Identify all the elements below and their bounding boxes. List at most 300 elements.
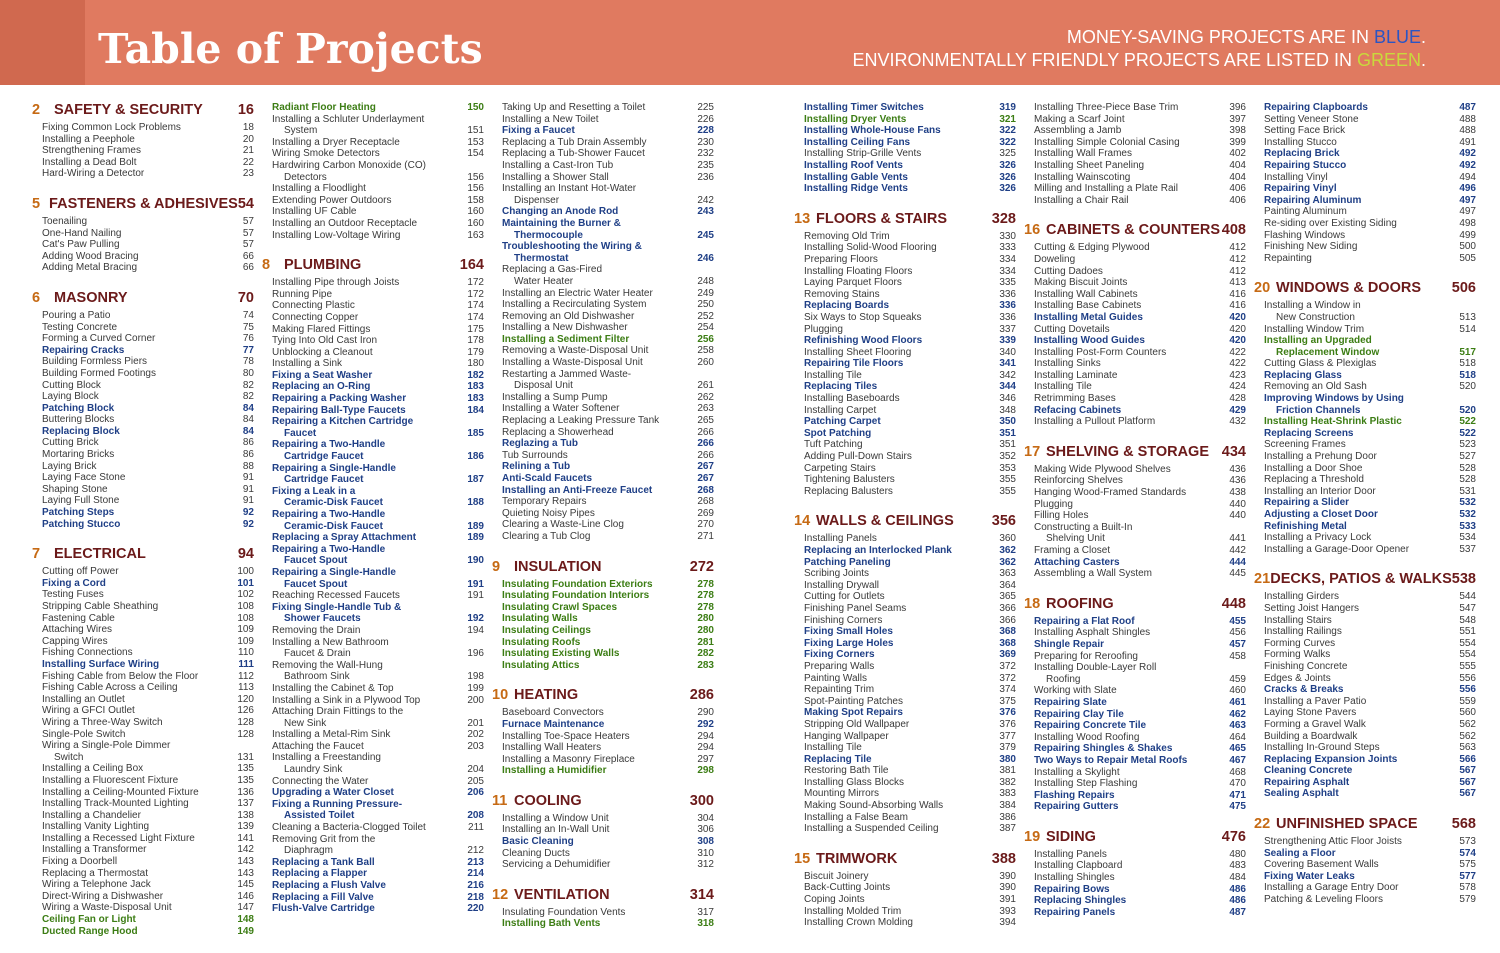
entry-page-number: 554 [1459, 649, 1476, 661]
entry-page-number: 368 [999, 637, 1016, 649]
entry-title: Laying Parquet Floors [804, 277, 902, 289]
entry-title: Preparing for Reroofing [1034, 650, 1138, 662]
entry-title: Cutting Dadoes [1034, 265, 1103, 277]
toc-entry [1254, 603, 1476, 615]
toc-section [32, 546, 254, 937]
entry-title: Mortaring Bricks [42, 449, 115, 461]
toc-entry [1024, 651, 1246, 663]
section-title: HEATING [514, 687, 579, 704]
entry-page-number: 544 [1459, 591, 1476, 603]
toc-section [794, 102, 1016, 195]
entry-title: Building Formless Piers [42, 356, 148, 368]
entry-page-number: 528 [1459, 474, 1476, 486]
toc-entry [794, 707, 1016, 719]
toc-entry [794, 533, 1016, 545]
section-heading [492, 887, 714, 907]
toc-entry [492, 519, 714, 531]
entry-page-number: 322 [999, 136, 1016, 148]
section-page-number: 272 [689, 558, 714, 575]
entry-title: Dispenser [514, 194, 560, 206]
toc-entry [794, 812, 1016, 824]
entry-title: Cleaning Concrete [1264, 765, 1353, 777]
section-number: 6 [32, 289, 41, 306]
entry-page-number: 281 [697, 636, 714, 648]
entry-title: Assembling a Wall System [1034, 568, 1152, 580]
entry-page-number: 341 [999, 358, 1016, 370]
entry-title: Removing Old Trim [804, 230, 890, 242]
entry-page-number: 88 [242, 460, 254, 472]
entry-page-number: 297 [697, 753, 714, 765]
entry-title: Installing a Recessed Light Fixture [42, 832, 195, 844]
entry-title: Installing Pipe through Joists [272, 277, 400, 289]
section-title: FLOORS & STAIRS [816, 210, 948, 227]
toc-entry [262, 381, 484, 393]
entry-page-number: 174 [467, 300, 484, 312]
entry-page-number: 262 [697, 391, 714, 403]
toc-entry [262, 405, 484, 417]
toc-entry [1024, 709, 1246, 721]
section-page-number: 300 [689, 792, 714, 809]
entry-title: Replacing a Flush Valve [272, 880, 386, 891]
entry-page-number: 375 [999, 695, 1016, 707]
entry-page-number: 282 [697, 648, 714, 660]
section-page-number: 314 [689, 886, 714, 903]
toc-entry [1024, 148, 1246, 160]
toc-section [794, 211, 1016, 498]
entry-page-number: 216 [467, 880, 484, 891]
entry-page-number: 492 [1459, 159, 1476, 171]
entry-title: Connecting Copper [272, 311, 359, 323]
entry-title: Maintaining the Burner & [502, 217, 621, 229]
toc-entry [32, 310, 254, 322]
entry-title: Ducted Range Hood [42, 925, 138, 937]
entry-page-number: 362 [999, 545, 1016, 556]
toc-entry [262, 683, 484, 695]
entry-title: Installing Solid-Wood Flooring [804, 242, 937, 254]
toc-entry [32, 472, 254, 484]
entry-page-number: 211 [468, 822, 484, 834]
color-legend-note [853, 26, 1426, 72]
toc-entry [1024, 405, 1246, 417]
entry-page-number: 84 [242, 414, 254, 426]
section-number: 17 [1024, 443, 1041, 460]
toc-entry [1254, 661, 1476, 673]
section-number: 15 [794, 850, 811, 867]
toc-entry [32, 694, 254, 706]
entry-page-number: 459 [1229, 673, 1246, 685]
toc-entry [32, 589, 254, 601]
entry-title: Installing a Garage-Door Opener [1264, 543, 1410, 555]
entry-title: Repairing a Kitchen Cartridge [272, 416, 414, 428]
toc-entry [492, 345, 714, 357]
toc-entry [492, 172, 714, 184]
toc-section [1024, 444, 1246, 580]
entry-page-number: 390 [999, 870, 1016, 882]
toc-entry [32, 647, 254, 659]
entry-title: Sealing Asphalt [1264, 788, 1339, 800]
entry-title: Clearing a Waste-Line Clog [502, 519, 624, 531]
entry-title: Repairing a Flat Roof [1034, 615, 1135, 627]
entry-title: Making Flared Fittings [272, 323, 371, 335]
entry-title: Replacing a Flapper [272, 868, 368, 880]
toc-entry [262, 567, 484, 579]
toc-entry [262, 637, 484, 649]
toc-section [492, 102, 714, 543]
entry-page-number: 269 [697, 507, 714, 519]
toc-entry [1254, 521, 1476, 533]
entry-title: Bathroom Sink [284, 671, 350, 683]
entry-title: Installing a Ceiling-Mounted Fixture [42, 786, 199, 798]
entry-page-number: 340 [999, 346, 1016, 358]
entry-title: Replacing Boards [804, 300, 890, 312]
toc-section [1024, 829, 1246, 919]
entry-title: Carpeting Stairs [804, 462, 876, 474]
entry-page-number: 406 [1229, 183, 1246, 195]
toc-entry [1024, 767, 1246, 779]
entry-page-number: 380 [999, 753, 1016, 765]
entry-page-number: 326 [999, 171, 1016, 183]
entry-page-number: 110 [238, 647, 254, 659]
entry-title: Diaphragm [284, 845, 333, 857]
entry-page-number: 575 [1459, 859, 1476, 871]
entry-title: Installing Carpet [804, 404, 877, 416]
entry-page-number: 226 [697, 113, 714, 125]
toc-entry [1024, 778, 1246, 790]
toc-entry [1254, 486, 1476, 498]
entry-title: Installing Baseboards [804, 393, 900, 405]
section-heading [1024, 444, 1246, 464]
section-page-number: 568 [1451, 816, 1476, 833]
entry-title: Installing a Door Shoe [1264, 462, 1363, 474]
toc-entry [1024, 662, 1246, 674]
entry-page-number: 365 [999, 591, 1016, 603]
section-heading [32, 290, 254, 310]
toc-entry [492, 392, 714, 404]
entry-page-number: 174 [467, 311, 484, 323]
entry-title: Servicing a Dehumidifier [502, 859, 611, 871]
entry-title: Installing Laminate [1034, 369, 1118, 381]
toc-entry [1254, 532, 1476, 544]
entry-title: Ceramic-Disk Faucet [284, 497, 383, 509]
toc-entry [1024, 743, 1246, 755]
toc-entry [32, 659, 254, 671]
entry-title: Spot Patching [804, 427, 872, 439]
entry-page-number: 270 [697, 519, 714, 531]
toc-entry [1254, 777, 1476, 789]
entry-page-number: 445 [1229, 568, 1246, 580]
toc-section [262, 257, 484, 915]
entry-page-number: 150 [467, 102, 484, 113]
entry-page-number: 172 [467, 277, 484, 289]
entry-title: New Sink [284, 717, 327, 729]
entry-title: Installing a Dead Bolt [42, 156, 137, 168]
entry-page-number: 342 [999, 369, 1016, 381]
entry-page-number: 532 [1459, 497, 1476, 509]
entry-title: Repairing Cracks [42, 344, 125, 356]
entry-page-number: 294 [697, 742, 714, 754]
toc-entry [1254, 463, 1476, 475]
entry-page-number: 470 [1229, 778, 1246, 790]
toc-entry [492, 403, 714, 415]
section-number: 9 [492, 558, 501, 575]
entry-page-number: 381 [999, 765, 1016, 777]
entry-page-number: 290 [697, 707, 714, 719]
toc-section [1254, 816, 1476, 906]
toc-entry [1024, 533, 1246, 545]
section-page-number: 286 [689, 687, 714, 704]
entry-title: Installing Toe-Space Heaters [502, 730, 630, 742]
entry-title: Framing a Closet [1034, 545, 1111, 556]
entry-title: Replacing a Showerhead [502, 426, 614, 438]
toc-entry [492, 648, 714, 660]
entry-page-number: 175 [467, 323, 484, 335]
entry-title: Installing a Peephole [42, 133, 135, 145]
toc-section [1254, 280, 1476, 555]
entry-title: Faucet Spout [284, 555, 348, 567]
entry-page-number: 468 [1229, 766, 1246, 778]
section-title: WINDOWS & DOORS [1276, 280, 1421, 297]
entry-page-number: 271 [697, 530, 714, 542]
entry-page-number: 21 [242, 145, 254, 157]
legend-keyword-green: GREEN [1356, 50, 1421, 70]
toc-entry [492, 311, 714, 323]
entry-page-number: 574 [1459, 847, 1476, 859]
section-title: SAFETY & SECURITY [54, 102, 203, 118]
toc-entry [794, 300, 1016, 312]
legend-line-green [853, 49, 1426, 72]
entry-page-number: 278 [697, 590, 714, 602]
toc-entry [492, 264, 714, 276]
entry-page-number: 440 [1229, 510, 1246, 522]
entry-title: Removing the Drain [272, 624, 361, 636]
entry-title: Temporary Repairs [502, 496, 587, 508]
toc-entry [794, 266, 1016, 278]
entry-title: Cartridge Faucet [284, 474, 364, 486]
entry-title: Repairing Aluminum [1264, 194, 1362, 206]
section-heading [492, 559, 714, 579]
entry-title: Wiring a Telephone Jack [42, 879, 151, 891]
entry-title: Strengthening Frames [42, 145, 141, 157]
entry-title: Installing Girders [1264, 591, 1340, 603]
entry-page-number: 245 [697, 229, 714, 241]
entry-title: Replacing Tile [804, 753, 872, 765]
entry-title: Removing Stains [804, 288, 880, 300]
toc-entry [262, 114, 484, 126]
entry-page-number: 188 [467, 497, 484, 509]
toc-entry [32, 775, 254, 787]
entry-page-number: 306 [697, 824, 714, 836]
section-page-number: 434 [1221, 443, 1246, 460]
toc-entry [1024, 697, 1246, 709]
entry-title: Installing a Metal-Rim Sink [272, 729, 391, 741]
toc-entry [32, 856, 254, 868]
toc-entry [32, 414, 254, 426]
toc-entry [32, 926, 254, 938]
entry-title: Replacing Balusters [804, 485, 893, 497]
entry-title: Fishing Cable Across a Ceiling [42, 682, 178, 694]
toc-entry [794, 393, 1016, 405]
entry-page-number: 420 [1229, 311, 1246, 323]
toc-entry [262, 148, 484, 160]
entry-title: Finishing Corners [804, 614, 883, 626]
entry-title: Stripping Old Wallpaper [804, 718, 910, 730]
entry-page-number: 200 [467, 694, 484, 706]
entry-page-number: 128 [237, 716, 254, 728]
toc-entry [1024, 755, 1246, 767]
entry-page-number: 326 [999, 183, 1016, 195]
toc-entry [1024, 522, 1246, 534]
section-title: CABINETS & COUNTERS [1046, 222, 1221, 239]
toc-entry [1024, 242, 1246, 254]
toc-entry [1254, 626, 1476, 638]
entry-page-number: 149 [237, 925, 254, 937]
entry-page-number: 235 [697, 159, 714, 171]
toc-entry [1024, 907, 1246, 919]
entry-page-number: 475 [1229, 801, 1246, 813]
toc-entry [32, 495, 254, 507]
toc-entry [492, 206, 714, 218]
entry-title: Installing a Chandelier [42, 809, 141, 821]
entry-title: Fixing Single-Handle Tub & [272, 601, 402, 613]
toc-entry [1024, 720, 1246, 732]
entry-page-number: 108 [237, 601, 254, 612]
entry-page-number: 203 [467, 740, 484, 752]
entry-title: Installing a Masonry Fireplace [502, 753, 635, 765]
toc-entry [492, 415, 714, 427]
entry-title: Shaping Stone [42, 483, 108, 495]
entry-page-number: 146 [237, 890, 254, 902]
toc-entry [492, 369, 714, 381]
entry-title: Insulating Crawl Spaces [502, 601, 618, 613]
toc-entry [262, 206, 484, 218]
toc-entry [262, 463, 484, 475]
entry-title: Installing Glass Blocks [804, 776, 905, 788]
toc-entry [492, 299, 714, 311]
entry-page-number: 82 [242, 391, 254, 403]
entry-title: Cutting off Power [42, 566, 119, 578]
entry-title: Hanging Wood-Framed Standards [1034, 487, 1187, 499]
entry-page-number: 351 [999, 427, 1016, 439]
entry-page-number: 198 [467, 671, 484, 683]
entry-title: Wiring a Single-Pole Dimmer [42, 740, 171, 752]
entry-title: Fixing a Leak in a [272, 485, 356, 497]
toc-section [492, 793, 714, 871]
entry-title: Fixing Corners [804, 649, 875, 661]
entry-title: Fishing Connections [42, 647, 133, 659]
toc-entry [262, 625, 484, 637]
entry-title: Wiring a Waste-Disposal Unit [42, 902, 172, 914]
toc-entry [492, 322, 714, 334]
section-page-number: 164 [459, 257, 484, 274]
entry-title: Cracks & Breaks [1264, 684, 1344, 696]
toc-entry [1254, 183, 1476, 195]
entry-title: Furnace Maintenance [502, 718, 605, 730]
toc-entry [262, 393, 484, 405]
toc-entry [262, 300, 484, 312]
toc-entry [1024, 183, 1246, 195]
entry-page-number: 462 [1229, 708, 1246, 720]
entry-title: Capping Wires [42, 635, 108, 647]
entry-title: Wiring a GFCI Outlet [42, 705, 135, 717]
entry-page-number: 505 [1459, 252, 1476, 264]
entry-page-number: 556 [1459, 672, 1476, 684]
toc-entry [1254, 428, 1476, 440]
entry-title: Installing a Window Unit [502, 812, 609, 824]
toc-entry [492, 719, 714, 731]
entry-title: Installing Molded Trim [804, 905, 902, 917]
entry-page-number: 364 [999, 579, 1016, 591]
entry-title: Installing an Outlet [42, 693, 125, 705]
toc-entry [1254, 300, 1476, 312]
toc-entry [32, 578, 254, 590]
toc-entry [492, 438, 714, 450]
entry-title: Refinishing Metal [1264, 520, 1347, 532]
entry-title: Removing an Old Dishwasher [502, 310, 635, 322]
toc-entry [794, 719, 1016, 731]
toc-entry [1254, 788, 1476, 800]
entry-title: Installing Wood Guides [1034, 335, 1145, 347]
entry-page-number: 394 [999, 917, 1016, 929]
section-heading [492, 687, 714, 707]
entry-page-number: 266 [697, 438, 714, 450]
toc-entry [492, 125, 714, 137]
entry-title: Doweling [1034, 253, 1076, 265]
entry-page-number: 344 [999, 381, 1016, 393]
entry-page-number: 336 [999, 311, 1016, 323]
entry-page-number: 322 [999, 125, 1016, 137]
toc-entry [262, 671, 484, 683]
entry-title: Cartridge Faucet [284, 451, 364, 463]
entry-page-number: 402 [1229, 148, 1246, 160]
entry-page-number: 92 [242, 518, 254, 530]
toc-entry [1024, 732, 1246, 744]
section-title: DECKS, PATIOS & WALKS [1270, 571, 1452, 588]
toc-entry [32, 740, 254, 752]
entry-title: Insulating Roofs [502, 636, 581, 648]
entry-title: Water Heater [514, 275, 574, 287]
toc-entry [1024, 289, 1246, 301]
entry-title: Installing Panels [1034, 848, 1107, 860]
section-number: 16 [1024, 222, 1041, 239]
entry-title: Installing Metal Guides [1034, 311, 1143, 323]
toc-entry [262, 416, 484, 428]
entry-title: Installing Simple Colonial Casing [1034, 136, 1180, 148]
entry-page-number: 294 [697, 730, 714, 742]
entry-page-number: 183 [467, 393, 484, 405]
entry-title: Flashing Windows [1264, 229, 1346, 241]
section-page-number: 388 [991, 850, 1016, 867]
section-title: MASONRY [54, 289, 128, 306]
entry-title: Installing an Instant Hot-Water [502, 183, 637, 195]
toc-entry [1254, 591, 1476, 603]
toc-entry [1254, 102, 1476, 114]
entry-title: Scribing Joints [804, 568, 870, 580]
toc-entry [794, 405, 1016, 417]
entry-title: Cat's Paw Pulling [42, 239, 120, 251]
entry-page-number: 554 [1459, 637, 1476, 649]
entry-title: Installing Track-Mounted Lighting [42, 798, 189, 810]
toc-entry [1254, 125, 1476, 137]
entry-title: Installing a Humidifier [502, 765, 607, 777]
entry-title: Installing a Garage Entry Door [1264, 882, 1399, 894]
entry-page-number: 382 [999, 776, 1016, 788]
entry-page-number: 518 [1459, 369, 1476, 381]
toc-entry [32, 914, 254, 926]
entry-page-number: 458 [1229, 650, 1246, 662]
entry-page-number: 191 [467, 578, 484, 590]
toc-entry [1024, 137, 1246, 149]
toc-entry [1254, 509, 1476, 521]
